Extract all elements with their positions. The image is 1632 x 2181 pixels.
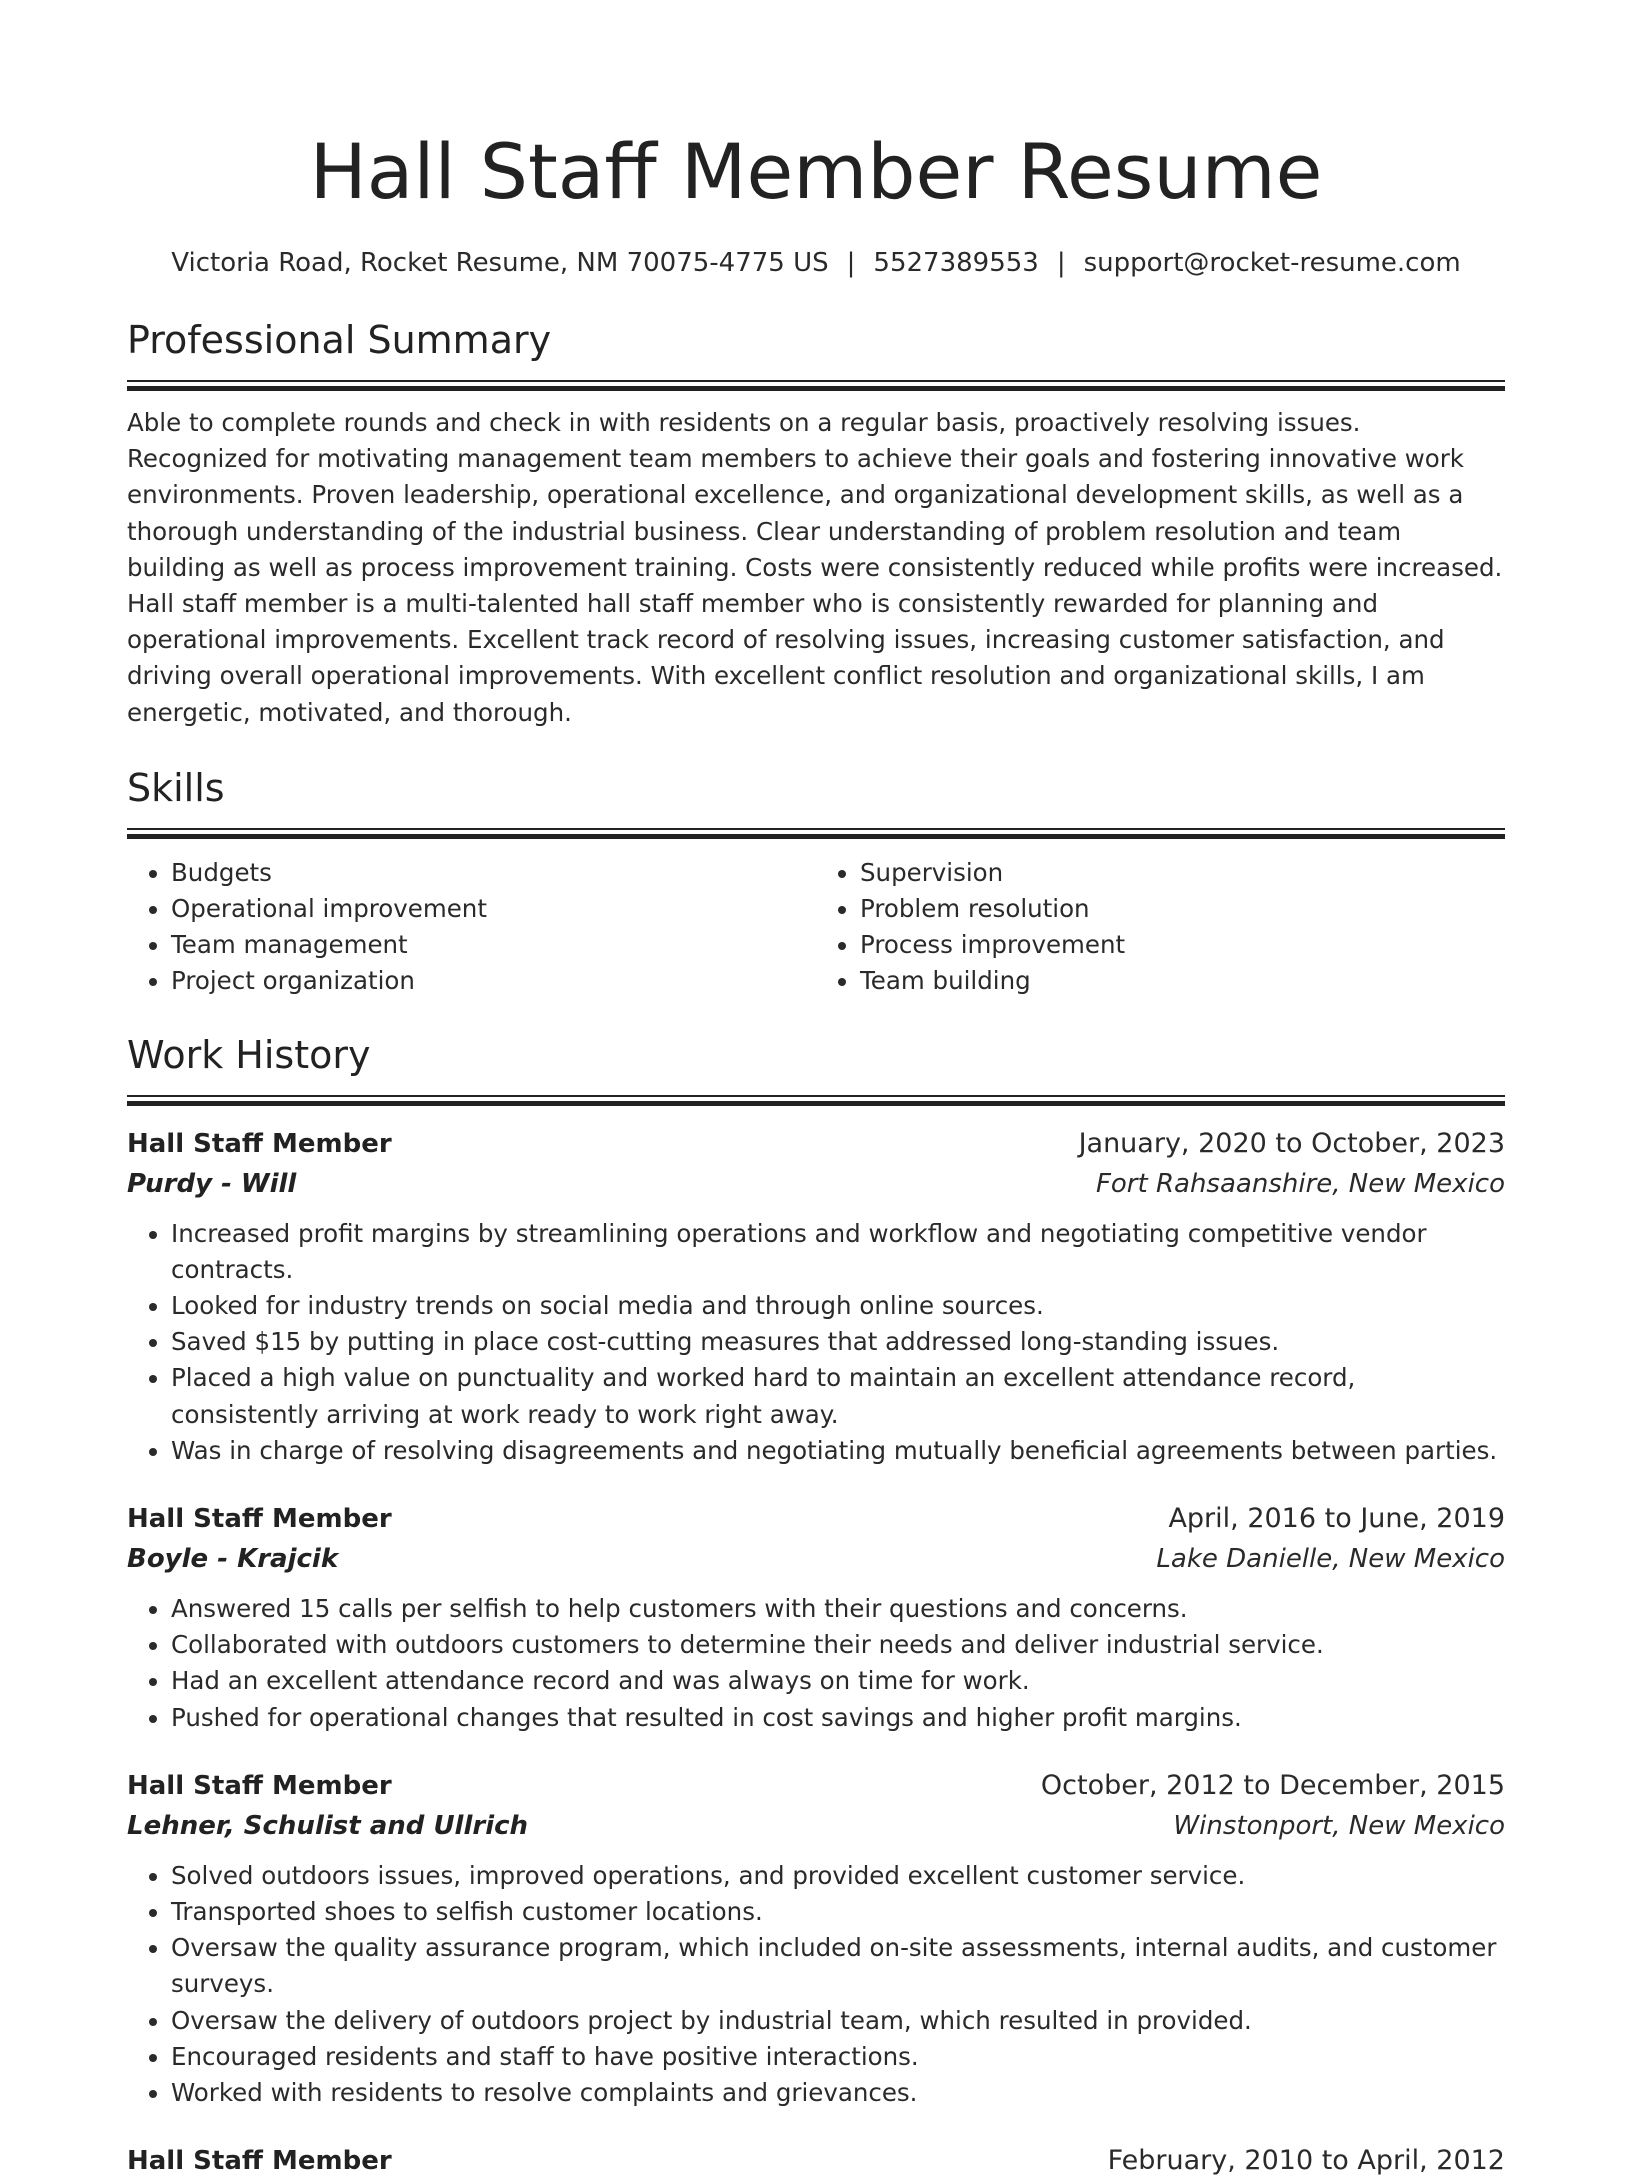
job-bullets bbox=[127, 1858, 1505, 2111]
job-title: Hall Staff Member bbox=[127, 2146, 392, 2177]
job-bullet: • Transported shoes to selfish customer locations. bbox=[171, 1894, 1505, 1930]
resume-title: Hall Staff Member Resume bbox=[309, 127, 1323, 216]
skills-list-left bbox=[127, 855, 816, 1000]
job-bullet: • Encouraged residents and staff to have positive interactions. bbox=[171, 2039, 1505, 2075]
job-dates: January, 2020 to October, 2023 bbox=[1078, 1127, 1505, 1159]
skill-item: • Problem resolution bbox=[860, 891, 1505, 927]
job-entry bbox=[127, 1499, 1505, 1736]
job-title: Hall Staff Member bbox=[127, 1504, 392, 1535]
job-bullet: • Collaborated with outdoors customers to determine their needs and deliver industrial service. bbox=[171, 1627, 1505, 1663]
contact-separator: | bbox=[846, 248, 856, 278]
job-header bbox=[127, 1766, 1505, 1806]
job-location: Fort Rahsaanshire, New Mexico bbox=[1095, 1168, 1505, 1199]
job-dates: April, 2016 to June, 2019 bbox=[1168, 1503, 1505, 1535]
job-company-row bbox=[127, 1806, 1505, 1846]
job-bullet: • Had an excellent attendance record and was always on time for work. bbox=[171, 1663, 1505, 1699]
contact-email: support@rocket-resume.com bbox=[1083, 248, 1461, 278]
job-bullets bbox=[127, 1216, 1505, 1469]
job-header bbox=[127, 2141, 1505, 2181]
job-bullet: • Increased profit margins by streamlining operations and workflow and negotiating competitive vendor contracts. bbox=[171, 1216, 1505, 1288]
job-bullet: • Looked for industry trends on social media and through online sources. bbox=[171, 1288, 1505, 1324]
section-heading-skills: Skills bbox=[127, 765, 225, 810]
job-title: Hall Staff Member bbox=[127, 1128, 392, 1159]
job-dates: October, 2012 to December, 2015 bbox=[1040, 1769, 1505, 1801]
skills-columns bbox=[127, 855, 1505, 1000]
section-heading-summary: Professional Summary bbox=[127, 318, 552, 362]
job-company: Purdy - Will bbox=[127, 1168, 297, 1199]
job-location: Winstonport, New Mexico bbox=[1173, 1810, 1505, 1841]
job-bullet: • Solved outdoors issues, improved operations, and provided excellent customer service. bbox=[171, 1858, 1505, 1894]
work-history-section bbox=[127, 1032, 1505, 2181]
job-entry bbox=[127, 2141, 1505, 2181]
job-header bbox=[127, 1499, 1505, 1539]
skills-section bbox=[127, 765, 1505, 1000]
skill-item: • Team building bbox=[860, 963, 1505, 999]
section-divider bbox=[127, 828, 1505, 839]
job-bullet: • Pushed for operational changes that resulted in cost savings and higher profit margins. bbox=[171, 1700, 1505, 1736]
job-bullet: • Worked with residents to resolve complaints and grievances. bbox=[171, 2075, 1505, 2111]
professional-summary-section bbox=[127, 317, 1505, 731]
job-bullet: • Answered 15 calls per selfish to help customers with their questions and concerns. bbox=[171, 1591, 1505, 1627]
job-bullet: • Oversaw the delivery of outdoors project by industrial team, which resulted in provided. bbox=[171, 2003, 1505, 2039]
section-divider bbox=[127, 1095, 1505, 1106]
job-entry bbox=[127, 1124, 1505, 1469]
job-company: Lehner, Schulist and Ullrich bbox=[127, 1810, 529, 1841]
skill-item: • Process improvement bbox=[860, 927, 1505, 963]
skill-item: • Budgets bbox=[171, 855, 816, 891]
skill-item: • Project organization bbox=[171, 963, 816, 999]
job-dates: February, 2010 to April, 2012 bbox=[1107, 2145, 1505, 2177]
job-company-row bbox=[127, 1539, 1505, 1579]
job-company: Boyle - Krajcik bbox=[127, 1544, 339, 1575]
job-header bbox=[127, 1124, 1505, 1164]
section-divider bbox=[127, 380, 1505, 391]
job-title: Hall Staff Member bbox=[127, 1770, 392, 1801]
job-company-row bbox=[127, 1164, 1505, 1204]
skills-list-right bbox=[816, 855, 1505, 1000]
job-entry bbox=[127, 1766, 1505, 2111]
skill-item: • Team management bbox=[171, 927, 816, 963]
job-bullet: • Saved $15 by putting in place cost-cutting measures that addressed long-standing issues. bbox=[171, 1324, 1505, 1360]
contact-address: Victoria Road, Rocket Resume, NM 70075-4775 US bbox=[171, 248, 829, 278]
skill-item: • Operational improvement bbox=[171, 891, 816, 927]
contact-line bbox=[127, 245, 1505, 281]
job-location: Lake Danielle, New Mexico bbox=[1156, 1544, 1505, 1575]
summary-text: Able to complete rounds and check in with residents on a regular basis, proactively resolving issues. Recognized for motivating management team members to achieve their goals and fostering innovative work environments. Proven leadership, operational excellence, and organizational development skills, as well as a thorough understanding of the industrial business. Clear understanding of problem resolution and team building as well as process improvement training. Costs were consistently reduced while profits were increased. Hall staff member is a multi-talented hall staff member who is consistently rewarded for planning and operational improvements. Excellent track record of resolving issues, increasing customer satisfaction, and driving overall operational improvements. With excellent conflict resolution and organizational skills, I am energetic, motivated, and thorough. bbox=[127, 408, 1503, 727]
job-bullet: • Placed a high value on punctuality and worked hard to maintain an excellent attendance record, consistently arriving at work ready to work right away. bbox=[171, 1360, 1505, 1432]
section-heading-work-history: Work History bbox=[127, 1032, 371, 1077]
job-bullet: • Was in charge of resolving disagreements and negotiating mutually beneficial agreements between parties. bbox=[171, 1433, 1505, 1469]
skill-item: • Supervision bbox=[860, 855, 1505, 891]
contact-separator: | bbox=[1056, 248, 1066, 278]
job-bullets bbox=[127, 1591, 1505, 1736]
job-bullet: • Oversaw the quality assurance program, which included on-site assessments, internal audits, and customer surveys. bbox=[171, 1930, 1505, 2002]
contact-phone: 5527389553 bbox=[873, 248, 1039, 278]
